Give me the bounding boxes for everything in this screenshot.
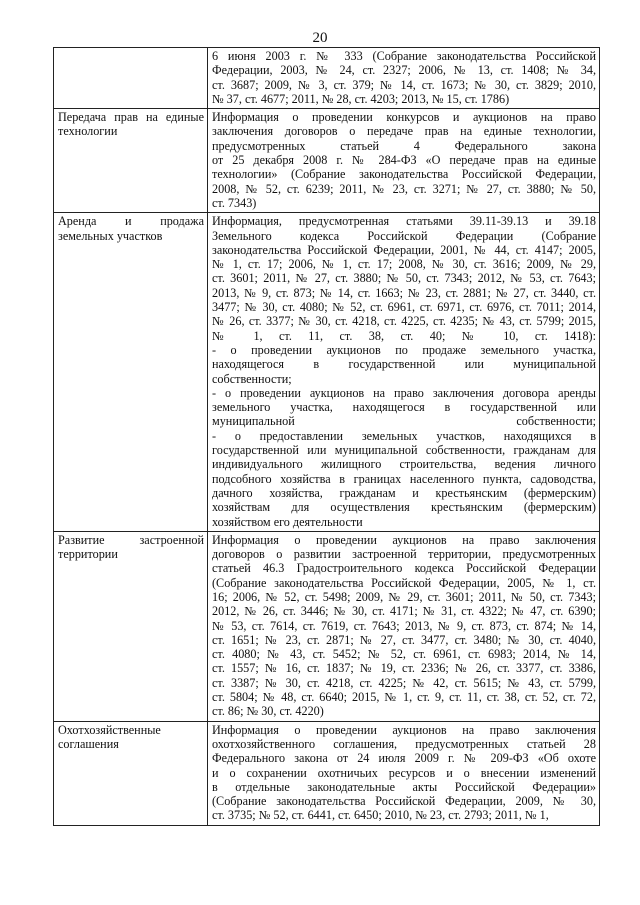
content-line: земельного участка, находящегося в государственной или (212, 400, 596, 415)
topic-line: соглашения (58, 736, 119, 751)
content-line: 2012, № 26, ст. 3446; № 30, ст. 4171; № 31, ст. 4322; № 47, ст. 6390; (212, 604, 596, 619)
content-line: индивидуального жилищного строительства, ведения личного (212, 457, 596, 472)
topic-cell (54, 48, 208, 109)
content-line: № 1, ст. 17; 2006, № 1, ст. 17; 2008, № 30, ст. 3616; 2009, № 29, (212, 257, 596, 272)
content-line: и о сохранении охотничьих ресурсов и о внесении изменений (212, 765, 596, 780)
content-line: ст. 3687; 2009, № 3, ст. 379; № 14, ст. 1673; № 30, ст. 3829; 2010, (212, 77, 596, 92)
content-line: ст. 1651; № 23, ст. 2871; № 27, ст. 3477, ст. 3480; № 30, ст. 4040, (212, 632, 596, 647)
table-row (54, 721, 600, 825)
content-line: - о проведении аукционов по продаже земельного участка, (212, 342, 596, 357)
content-line: № 1, ст. 11, ст. 38, ст. 40; № 10, ст. 1418): (212, 328, 596, 343)
content-line: ст. 7343) (212, 195, 257, 210)
content-line: законодательства Российской Федерации, 2001, № 44, ст. 4147; 2005, (212, 242, 596, 257)
topic-cell (54, 213, 208, 532)
document-table (53, 47, 600, 826)
content-line: № 53, ст. 7614, ст. 7619, ст. 7643; 2013, № 9, ст. 873, ст. 874; № 14, (212, 618, 596, 633)
content-line: № 26, ст. 3377; № 30, ст. 4218, ст. 4225, ст. 4235; № 43, ст. 5799; 2015, (212, 314, 596, 329)
topic-line: земельных участков (58, 228, 163, 243)
content-line: - о предоставлении земельных участков, находящихся в (212, 428, 596, 443)
content-line: 3477; № 30, ст. 4080; № 52, ст. 6961, ст. 6971, ст. 6976, ст. 7011; 2014, (212, 300, 596, 315)
topic-cell (54, 531, 208, 721)
topic-cell (54, 109, 208, 213)
content-line: 16; 2006, № 52, ст. 5498; 2009, № 29, ст. 3601; 2011, № 50, ст. 7343; (212, 589, 596, 604)
content-line: ст. 1557; № 16, ст. 1837; № 19, ст. 2336; № 26, ст. 3377, ст. 3386, (212, 661, 596, 676)
content-line: Федерального закона от 24 июля 2009 г. № 209-ФЗ «Об охоте (212, 751, 596, 766)
table-row (54, 531, 600, 721)
topic-line: Передача прав на единые (58, 110, 204, 125)
content-line: Информация о проведении аукционов на право заключения (212, 532, 596, 547)
content-line: Информация о проведении конкурсов и аукционов на право (212, 110, 596, 125)
content-line: технологии» (Собрание законодательства Российской Федерации, (212, 167, 596, 182)
content-line: от 25 декабря 2008 г. № 284-ФЗ «О передаче прав на единые (212, 153, 596, 168)
content-cell (208, 48, 600, 109)
content-line: государственной или муниципальной собственности, гражданам для (212, 443, 596, 458)
content-line: ст. 5804; № 48, ст. 6640; 2015, № 1, ст. 9, ст. 11, ст. 38, ст. 52, ст. 72, (212, 690, 596, 705)
content-line: 2013, № 9, ст. 873; № 14, ст. 1663; № 23, ст. 2881; № 27, ст. 3440, ст. (212, 285, 596, 300)
content-cell (208, 721, 600, 825)
content-cell (208, 531, 600, 721)
content-cell (208, 109, 600, 213)
content-line: заключения договоров о передаче прав на единые технологии, (212, 124, 596, 139)
topic-line: технологии (58, 124, 118, 139)
topic-line: Аренда и продажа (58, 214, 204, 229)
content-line: собственности; (212, 371, 292, 386)
content-line: Земельного кодекса Российской Федерации (Собрание (212, 228, 596, 243)
topic-cell (54, 721, 208, 825)
content-line: ст. 4080; № 43, ст. 5452; № 52, ст. 6961, ст. 6983; 2014, № 14, (212, 647, 596, 662)
content-line: (Собрание законодательства Российской Федерации, 2005, № 1, ст. (212, 575, 596, 590)
content-line: ст. 3601; 2011, № 27, ст. 3880; № 50, ст. 7343; 2012, № 53, ст. 7643; (212, 271, 596, 286)
content-line: ст. 3387; № 30, ст. 4218, ст. 4225; № 42, ст. 5615; № 43, ст. 5799, (212, 675, 596, 690)
content-line: находящегося в государственной или муниципальной (212, 357, 596, 372)
content-line: 2008, № 52, ст. 6239; 2011, № 23, ст. 3271; № 27, ст. 3880; № 50, (212, 181, 596, 196)
content-line: предусмотренных статьей 4 Федерального закона (212, 138, 596, 153)
table-row (54, 109, 600, 213)
content-line: хозяйствам для осуществления крестьянским (фермерским) (212, 500, 596, 515)
content-cell (208, 213, 600, 532)
content-line: в отдельные законодательные акты Российской Федерации» (212, 779, 596, 794)
table-row (54, 48, 600, 109)
content-line: хозяйством его деятельности (212, 514, 363, 529)
content-line: Федерации, 2003, № 24, ст. 2327; 2006, № 13, ст. 1408; № 34, (212, 63, 596, 78)
content-line: Информация о проведении аукционов на право заключения (212, 722, 596, 737)
content-line: 6 июня 2003 г. № 333 (Собрание законодательства Российской (212, 49, 596, 63)
topic-line: территории (58, 547, 118, 562)
content-line: дачного хозяйства, гражданам и крестьянским (фермерским) (212, 485, 596, 500)
content-line: подсобного хозяйства в границах населенного пункта, садоводства, (212, 471, 596, 486)
topic-line: Охотхозяйственные (58, 722, 161, 737)
content-line: (Собрание законодательства Российской Федерации, 2009, № 30, (212, 794, 596, 809)
content-line: Информация, предусмотренная статьями 39.11-39.13 и 39.18 (212, 214, 596, 229)
content-line: № 37, ст. 4677; 2011, № 28, ст. 4203; 2013, № 15, ст. 1786) (212, 91, 510, 106)
content-line: муниципальной собственности; (212, 414, 596, 429)
topic-line: Развитие застроенной (58, 532, 204, 547)
content-line: договоров о развитии застроенной территории, предусмотренных (212, 547, 596, 562)
page-number: 20 (312, 30, 328, 46)
table-row (54, 213, 600, 532)
content-line: ст. 86; № 30, ст. 4220) (212, 704, 324, 719)
content-line: охотхозяйственного соглашения, предусмотренных статьей 28 (212, 736, 596, 751)
content-line: - о проведении аукционов на право заключения договора аренды (212, 385, 596, 400)
content-line: статьей 46.3 Градостроительного кодекса Российской Федерации (212, 561, 596, 576)
content-line: ст. 3735; № 52, ст. 6441, ст. 6450; 2010, № 23, ст. 2793; 2011, № 1, (212, 808, 549, 823)
